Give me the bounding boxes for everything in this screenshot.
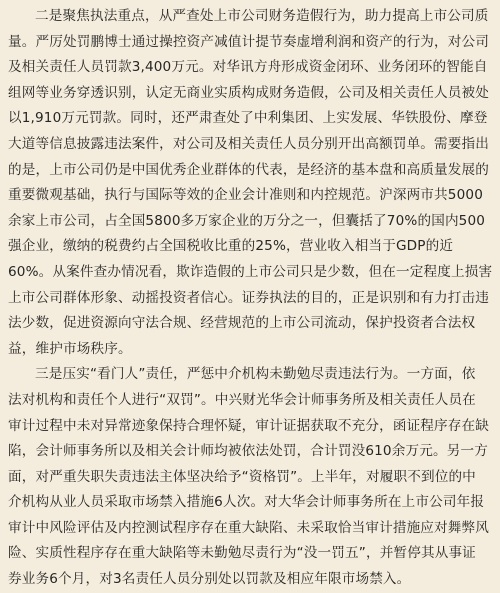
text-line: 券业务6个月，对3名责任人员分别处以罚款及相应年限市场禁入。 [8,571,411,588]
paragraph-enforcement-focus [8,4,493,362]
text-line: 面，对严重失职失责违法主体坚决给予“资格罚”。上半年，对履职不到位的中 [8,468,476,485]
text-line: 余家上市公司，占全国5800多万家企业的万分之一，但囊括了70%的国内500 [8,212,486,229]
text-line: 以1,910万元罚款。同时，还严肃查处了中利集团、上实发展、华铁股份、摩登 [8,110,488,127]
text-line: 的是，上市公司仍是中国优秀企业群体的代表，是经济的基本盘和高质量发展的 [8,161,490,178]
text-line: 险、实质性程序存在重大缺陷等未勤勉尽责行为“没一罚五”，并暂停其从事证 [8,545,476,562]
text-line: 大道等信息披露违法案件，对公司及相关责任人员分别开出高额罚单。需要指出 [8,135,490,152]
text-line: 介机构从业人员采取市场禁入措施6人次。对大华会计师事务所在上市公司年报 [8,494,485,511]
text-line: 三是压实“看门人”责任，严惩中介机构未勤勉尽责违法行为。一方面，依 [35,366,476,383]
text-line: 二是聚焦执法重点，从严查处上市公司财务造假行为，助力提高上市公司质 [35,8,489,24]
text-line: 审计过程中未对异常迹象保持合理怀疑，审计证据获取不充分，函证程序存在缺 [8,417,490,434]
text-line: 重要微观基础，执行与国际等效的企业会计准则和内控规范。沪深两市共5000 [8,187,483,204]
text-line: 审计中风险评估及内控测试程序存在重大缺陷、未采取恰当审计措施应对舞弊风 [8,519,490,536]
text-line: 陷，会计师事务所以及相关会计师均被依法处罚，合计罚没610余万元。另一方 [8,443,488,460]
text-line: 强企业，缴纳的税费约占全国税收比重的25%，营业收入相当于GDP的近 [8,238,454,255]
text-line: 法对机构和责任个人进行“双罚”。中兴财光华会计师事务所及相关责任人员在 [8,391,476,408]
text-line: 法少数，促进资源向守法合规、经营规范的上市公司流动，保护投资者合法权 [8,315,476,332]
text-line: 组网等业务穿透识别，认定无商业实质构成财务造假，公司及相关责任人员被处 [8,84,490,101]
text-line: 60%。从案件查办情况看，欺诈造假的上市公司只是少数，但在一定程度上损害 [8,263,493,280]
text-line: 益，维护市场秩序。 [8,340,132,357]
text-line: 及相关责任人员罚款3,400万元。对华讯方舟形成资金闭环、业务闭环的智能自 [8,59,488,76]
text-line: 量。严厉处罚鹏博士通过操控资产减值计提节奏虚增利润和资产的行为，对公司 [8,33,490,50]
text-line: 上市公司群体形象、动摇投资者信心。证券执法的目的，正是识别和有力打击违 [8,289,490,306]
paragraph-gatekeeper-responsibility [8,362,490,592]
